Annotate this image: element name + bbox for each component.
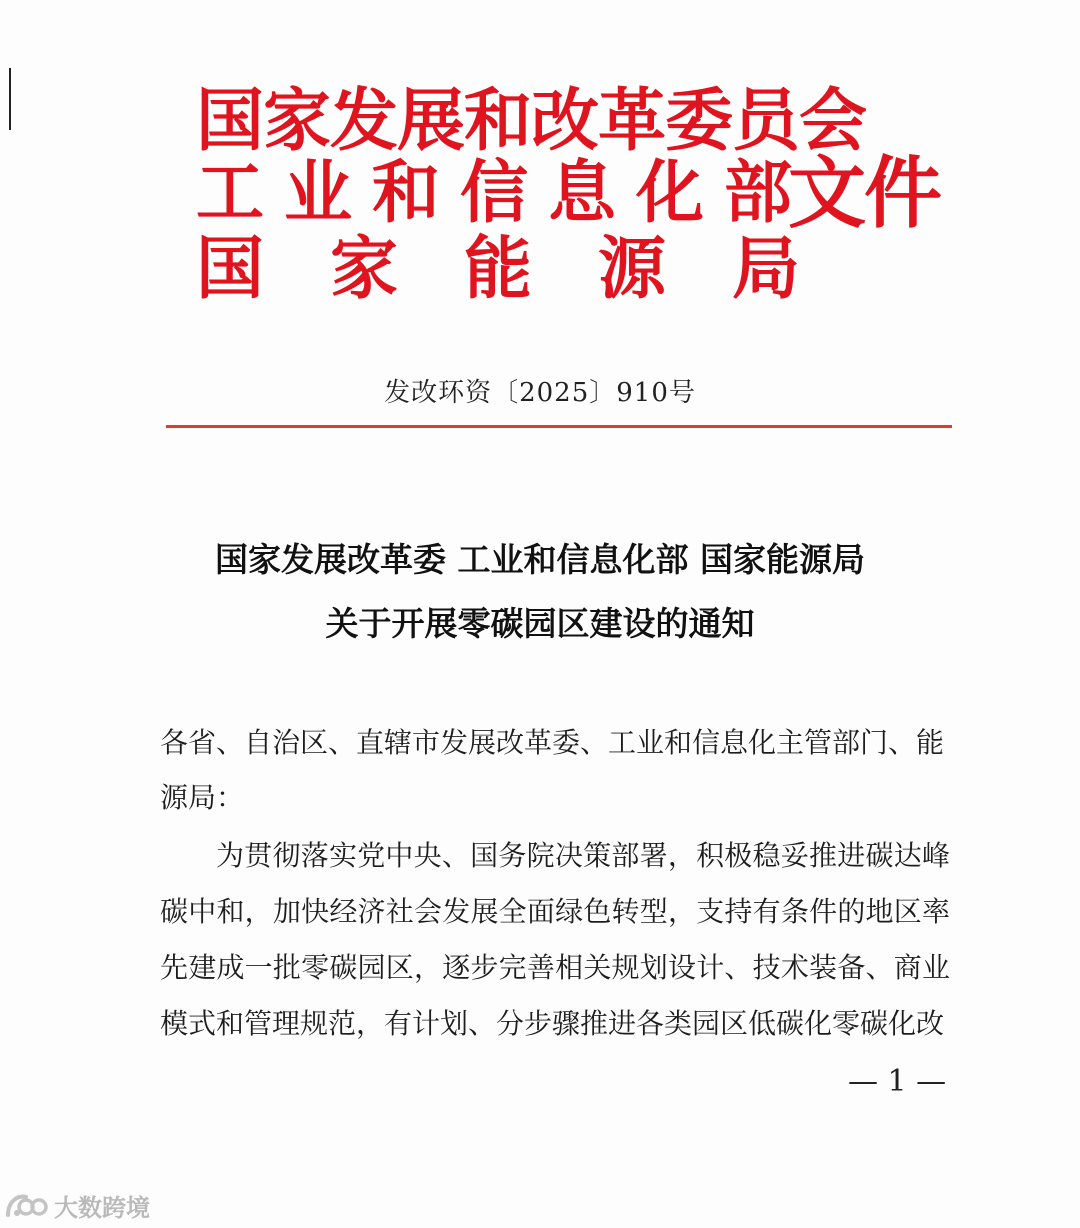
watermark-text: 大数跨境	[54, 1194, 150, 1222]
page-number: — 1 —	[848, 1064, 947, 1099]
letterhead-wenjian: 文件	[788, 149, 941, 239]
watermark	[4, 1188, 150, 1223]
body-paragraph: 为贯彻落实党中央、国务院决策部署，积极稳妥推进碳达峰碳中和，加快经济社会发展全面绿色转型，支持有条件的地区率先建成一批零碳园区，逐步完善相关规划设计、技术装备、商业模式和管理规范，有计划、分步骤推进各类园区低碳化零碳化改	[160, 839, 950, 1040]
margin-mark	[9, 68, 11, 130]
letterhead-issuer-miit: 工业和信息化部	[196, 154, 813, 233]
addressee: 各省、自治区、直辖市发展改革委、工业和信息化主管部门、能源局：	[160, 726, 945, 814]
document-number: 发改环资〔2025〕910号	[384, 378, 696, 408]
brand-logo-icon	[4, 1189, 48, 1223]
letterhead-issuer-ndrc: 国家发展和改革委员会	[196, 82, 867, 161]
document-title-line-1: 国家发展改革委 工业和信息化部 国家能源局	[215, 540, 865, 579]
document-title-line-2: 关于开展零碳园区建设的通知	[325, 604, 755, 643]
red-divider-line	[166, 425, 952, 428]
letterhead-issuer-nea: 国家能源局	[196, 230, 867, 309]
